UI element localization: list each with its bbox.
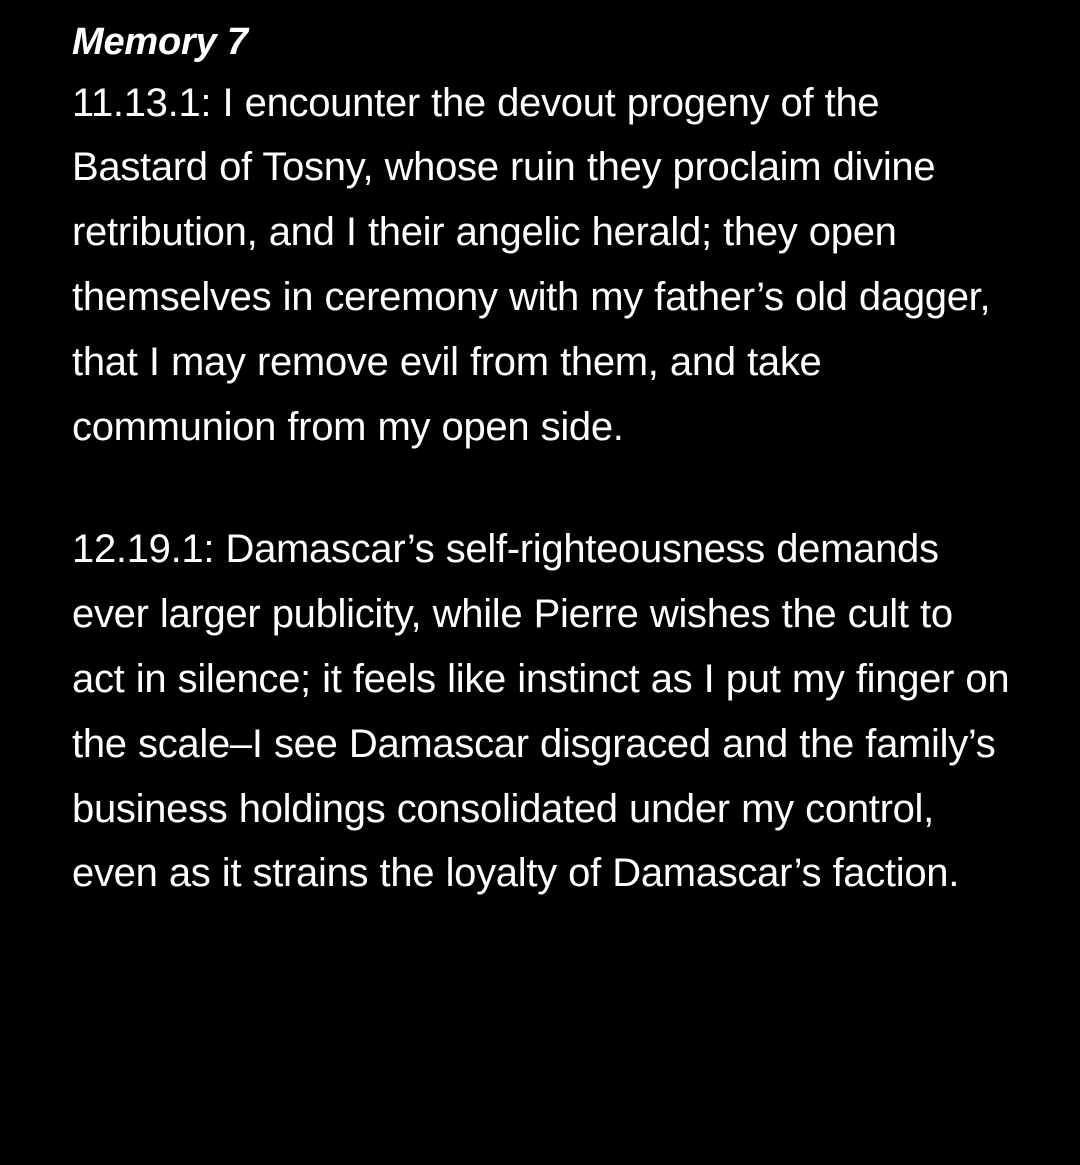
page-title: Memory 7 xyxy=(72,21,248,63)
memory-entry-1: 11.13.1: I encounter the devout progeny of the Bastard of Tosny, whose ruin they proclaim divine retribution, and I their angelic herald; they open themselves in ceremony with my father’s old dagger, that I may remove evil from them, and take communion from my open side. xyxy=(72,80,991,449)
memory-entry-2: 12.19.1: Damascar’s self-righteousness demands ever larger publicity, while Pierre wishes the cult to act in silence; it feels like instinct as I put my finger on the scale–I see Damascar disgraced and the family’s business holdings consolidated under my control, even as it strains the loyalty of Damascar’s faction. xyxy=(72,527,1010,896)
